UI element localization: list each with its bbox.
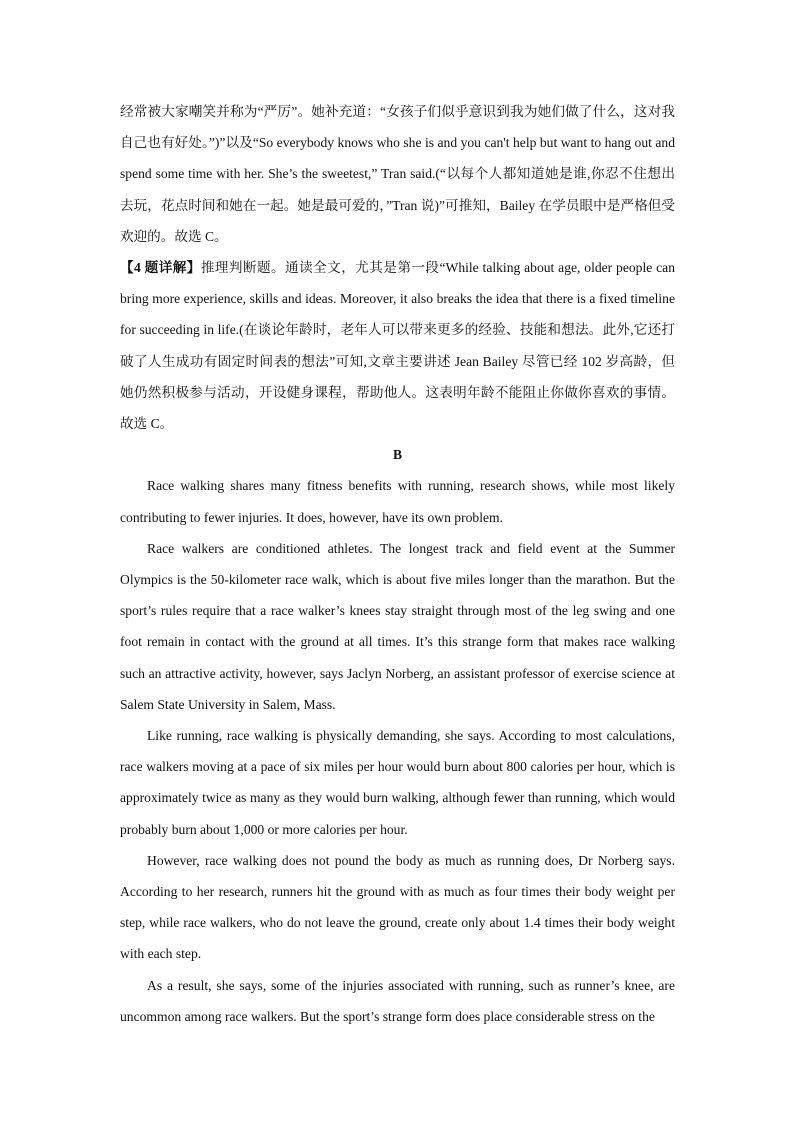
passage-paragraph-4: However, race walking does not pound the body as much as running does, Dr Norberg says. According to her research, runners hit the ground with as much as four times their body weight per step, while race walkers, who do not leave the ground, create only about 1.4 times their body weight with each step. <box>120 852 675 962</box>
analysis-paragraph-q4 <box>120 252 675 439</box>
q4-text: 推理判断题。通读全文，尤其是第一段“While talking about age, older people can bring more experience, skills and ideas. Moreover, it also breaks the idea that there is a fixed timeline for succeeding in life.(在谈论年龄时，老年人可以带来更多的经验、技能和想法。此外,它还打破了人生成功有固定时间表的想法”可知,文章主要讲述 Jean Bailey 尽管已经 102 岁高龄，但她仍然积极参与活动，开设健身课程，帮助他人。这表明年龄不能阻止你做你喜欢的事情。故选 C。 <box>120 260 675 432</box>
passage-paragraph-2: Race walkers are conditioned athletes. The longest track and field event at the Summer Olympics is the 50-kilometer race walk, which is about five miles longer than the marathon. But the sport’s rules require that a race walker’s knees stay straight through most of the leg swing and one foot remain in contact with the ground at all times. It’s this strange form that makes race walking such an attractive activity, however, says Jaclyn Norberg, an assistant professor of exercise science at Salem State University in Salem, Mass. <box>120 540 675 712</box>
passage-paragraph-5: As a result, she says, some of the injuries associated with running, such as runner’s knee, are uncommon among race walkers. But the sport’s strange form does place considerable stress on the <box>120 977 675 1024</box>
passage-paragraph-3: Like running, race walking is physically demanding, she says. According to most calculations, race walkers moving at a pace of six miles per hour would burn about 800 calories per hour, which is approximately twice as many as they would burn walking, although fewer than running, which would probably burn about 1,000 or more calories per hour. <box>120 728 675 837</box>
analysis-paragraph-q3: 经常被大家嘲笑并称为“严厉”。她补充道：“女孩子们似乎意识到我为她们做了什么，这对我自己也有好处。”)”以及“So everybody knows who she is and you can't help but want to hang out and spend some time with her. She’s the sweetest,” Tran said.(“以每个人都知道她是谁,你忍不住想出去玩，花点时间和她在一起。她是最可爱的，”Tran 说)”可推知，Bailey 在学员眼中是严格但受欢迎的。故选 C。 <box>120 104 675 244</box>
document-page <box>120 96 675 1032</box>
passage-paragraph-1: Race walking shares many fitness benefits with running, research shows, while most likely contributing to fewer injuries. It does, however, have its own problem. <box>120 478 675 525</box>
section-title: B <box>392 447 403 463</box>
q4-label: 【4 题详解】 <box>120 260 201 276</box>
